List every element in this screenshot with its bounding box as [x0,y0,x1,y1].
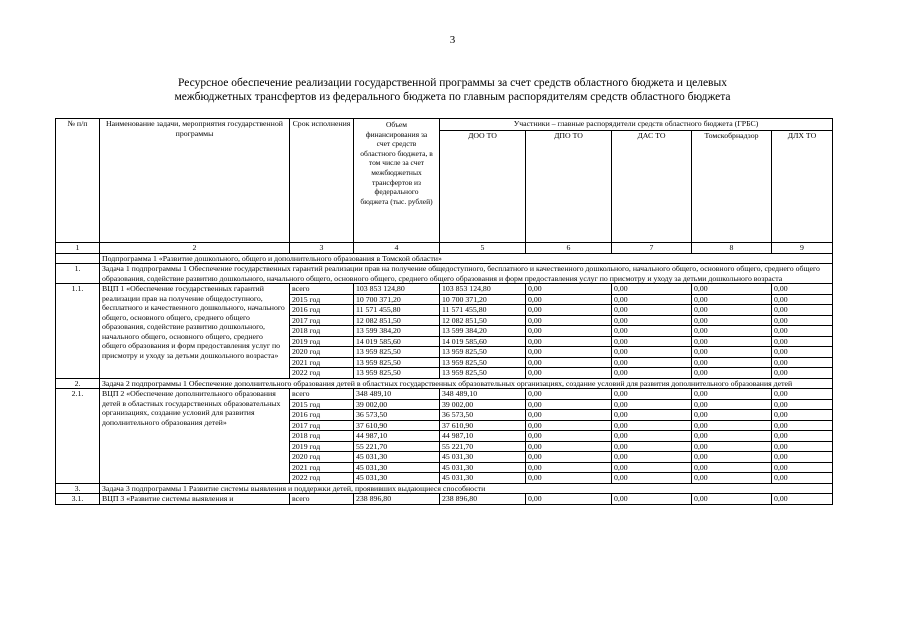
cell-dpo: 0,00 [526,452,612,463]
header-name: Наименование задачи, мероприятия государственной программы [100,119,290,243]
cell-vol: 45 031,30 [354,452,440,463]
document-title [40,76,865,104]
cell-tom: 0,00 [692,494,772,505]
cell-doo: 45 031,30 [440,452,526,463]
cell-dlh: 0,00 [772,315,833,326]
cell-tom: 0,00 [692,347,772,358]
task-3-row [56,483,833,494]
cell-das: 0,00 [612,431,692,442]
cell-tom: 0,00 [692,368,772,379]
header-participants: Участники – главные распорядители средств областного бюджета (ГРБС) [440,119,833,131]
cell-vol: 39 002,00 [354,399,440,410]
cell-term: 2016 год [290,410,354,421]
cell-doo: 238 896,80 [440,494,526,505]
cell-das: 0,00 [612,284,692,295]
cell-term: 2021 год [290,462,354,473]
cell-tom: 0,00 [692,462,772,473]
header-volume: Объем финансирования за счет средств областного бюджета, в том числе за счет межбюджетных трансфертов из федерального бюджета (тыс. рублей) [354,119,440,243]
cell-dlh: 0,00 [772,452,833,463]
cell-das: 0,00 [612,494,692,505]
cell-term: 2018 год [290,326,354,337]
cell-term: 2019 год [290,441,354,452]
measure-name: ВЦП 3 «Развитие системы выявления и [100,494,290,505]
cell-das: 0,00 [612,389,692,400]
column-number: 4 [354,243,440,254]
cell-vol: 37 610,90 [354,420,440,431]
cell-vol: 13 599 384,20 [354,326,440,337]
vcp-3-block [56,494,833,505]
cell-doo: 55 221,70 [440,441,526,452]
cell-das: 0,00 [612,441,692,452]
cell-doo: 13 959 825,50 [440,347,526,358]
cell-dpo: 0,00 [526,494,612,505]
cell-doo: 11 571 455,80 [440,305,526,316]
cell-dpo: 0,00 [526,347,612,358]
cell-dlh: 0,00 [772,368,833,379]
table-row [56,494,833,505]
cell-vol: 103 853 124,80 [354,284,440,295]
table-row [56,389,833,400]
cell-term: 2022 год [290,368,354,379]
column-number: 8 [692,243,772,254]
cell-tom: 0,00 [692,336,772,347]
cell-doo: 37 610,90 [440,420,526,431]
column-number: 6 [526,243,612,254]
cell-doo: 45 031,30 [440,473,526,484]
header-num: № п/п [56,119,100,243]
cell-dpo: 0,00 [526,410,612,421]
cell-term: 2020 год [290,347,354,358]
cell-tom: 0,00 [692,357,772,368]
cell-doo: 10 700 371,20 [440,294,526,305]
header-das: ДАС ТО [612,131,692,243]
measure-num: 1.1. [56,284,100,379]
cell-doo: 14 019 585,60 [440,336,526,347]
cell-dpo: 0,00 [526,305,612,316]
cell-tom: 0,00 [692,315,772,326]
cell-vol: 238 896,80 [354,494,440,505]
column-numbers-row [56,243,833,254]
cell-dlh: 0,00 [772,326,833,337]
cell-dlh: 0,00 [772,357,833,368]
cell-das: 0,00 [612,336,692,347]
task-3-num: 3. [56,483,100,494]
cell-dlh: 0,00 [772,441,833,452]
measure-num: 2.1. [56,389,100,484]
cell-dlh: 0,00 [772,336,833,347]
cell-vol: 36 573,50 [354,410,440,421]
cell-dpo: 0,00 [526,326,612,337]
column-number: 1 [56,243,100,254]
cell-das: 0,00 [612,473,692,484]
cell-dlh: 0,00 [772,462,833,473]
cell-vol: 55 221,70 [354,441,440,452]
task-2-num: 2. [56,378,100,389]
cell-vol: 13 959 825,50 [354,368,440,379]
task-1-num: 1. [56,264,100,284]
subprogram-row [56,253,833,264]
cell-das: 0,00 [612,305,692,316]
cell-dlh: 0,00 [772,431,833,442]
column-number: 2 [100,243,290,254]
cell-doo: 36 573,50 [440,410,526,421]
header-doo: ДОО ТО [440,131,526,243]
header-tomsk: Томскобрнадзор [692,131,772,243]
cell-dpo: 0,00 [526,294,612,305]
cell-das: 0,00 [612,315,692,326]
cell-tom: 0,00 [692,452,772,463]
cell-das: 0,00 [612,420,692,431]
measure-num: 3.1. [56,494,100,505]
cell-dpo: 0,00 [526,368,612,379]
cell-tom: 0,00 [692,305,772,316]
cell-tom: 0,00 [692,473,772,484]
cell-term: всего [290,284,354,295]
cell-doo: 39 002,00 [440,399,526,410]
cell-vol: 45 031,30 [354,462,440,473]
cell-dpo: 0,00 [526,473,612,484]
task-3-text: Задача 3 подпрограммы 1 Развитие системы выявления и поддержки детей, проявивших выдающиеся способности [100,483,833,494]
cell-term: всего [290,494,354,505]
measure-name: ВЦП 1 «Обеспечение государственных гарантий реализации прав на получение общедоступного, бесплатного и качественного дошкольного, начального общего, основного общего, среднего общего образования, содействие развитию дошкольного, начального общего, основного общего, среднего общего образования и форм предоставления услуг по присмотру и уходу за детьми дошкольного возраста» [100,284,290,379]
cell-term: 2021 год [290,357,354,368]
column-number: 3 [290,243,354,254]
cell-tom: 0,00 [692,294,772,305]
cell-das: 0,00 [612,357,692,368]
vcp-2-block [56,389,833,484]
cell-dlh: 0,00 [772,420,833,431]
cell-das: 0,00 [612,410,692,421]
cell-doo: 45 031,30 [440,462,526,473]
cell-das: 0,00 [612,462,692,473]
header-term: Срок исполнения [290,119,354,243]
cell-das: 0,00 [612,452,692,463]
cell-tom: 0,00 [692,284,772,295]
cell-dlh: 0,00 [772,494,833,505]
cell-term: 2018 год [290,431,354,442]
vcp-1-block [56,284,833,379]
cell-doo: 348 489,10 [440,389,526,400]
task-1-text: Задача 1 подпрограммы 1 Обеспечение государственных гарантий реализации прав на получение общедоступного, бесплатного и качественного дошкольного, начального общего, основного общего, среднего общего образования, содействие развитию дошкольного, начального общего, основного общего, среднего общего образования и форм предоставления услуг по присмотру и уходу за детьми дошкольного возраста [100,264,833,284]
cell-das: 0,00 [612,326,692,337]
header-dpo: ДПО ТО [526,131,612,243]
cell-term: 2017 год [290,315,354,326]
cell-term: 2019 год [290,336,354,347]
cell-doo: 13 599 384,20 [440,326,526,337]
cell-term: 2015 год [290,399,354,410]
cell-dlh: 0,00 [772,399,833,410]
cell-vol: 13 959 825,50 [354,347,440,358]
cell-dpo: 0,00 [526,315,612,326]
cell-vol: 45 031,30 [354,473,440,484]
cell-dpo: 0,00 [526,462,612,473]
cell-tom: 0,00 [692,420,772,431]
cell-das: 0,00 [612,294,692,305]
cell-dlh: 0,00 [772,305,833,316]
cell-term: 2015 год [290,294,354,305]
cell-dpo: 0,00 [526,420,612,431]
cell-dpo: 0,00 [526,441,612,452]
task-2-text: Задача 2 подпрограммы 1 Обеспечение дополнительного образования детей в областных государственных образовательных организациях, создание условий для развития дополнительного образования детей [100,378,833,389]
task-1-row [56,264,833,284]
resource-table [55,118,833,505]
cell-term: всего [290,389,354,400]
cell-das: 0,00 [612,399,692,410]
cell-dlh: 0,00 [772,389,833,400]
column-number: 9 [772,243,833,254]
cell-dpo: 0,00 [526,399,612,410]
cell-doo: 13 959 825,50 [440,368,526,379]
cell-doo: 44 987,10 [440,431,526,442]
cell-dlh: 0,00 [772,347,833,358]
cell-doo: 13 959 825,50 [440,357,526,368]
title-line-2: межбюджетных трансфертов из федерального бюджета по главным распорядителям средств областного бюджета [174,91,731,103]
cell-doo: 12 082 851,50 [440,315,526,326]
task-2-row [56,378,833,389]
header-dlh: ДЛХ ТО [772,131,833,243]
cell-tom: 0,00 [692,399,772,410]
cell-dpo: 0,00 [526,284,612,295]
cell-dlh: 0,00 [772,284,833,295]
cell-vol: 14 019 585,60 [354,336,440,347]
subprogram-title: Подпрограмма 1 «Развитие дошкольного, общего и дополнительного образования в Томской области» [100,253,833,264]
cell-dlh: 0,00 [772,294,833,305]
cell-vol: 10 700 371,20 [354,294,440,305]
cell-vol: 348 489,10 [354,389,440,400]
cell-dlh: 0,00 [772,410,833,421]
column-number: 5 [440,243,526,254]
cell-vol: 11 571 455,80 [354,305,440,316]
cell-vol: 13 959 825,50 [354,357,440,368]
cell-dpo: 0,00 [526,357,612,368]
cell-dpo: 0,00 [526,336,612,347]
cell-term: 2017 год [290,420,354,431]
cell-tom: 0,00 [692,410,772,421]
column-number: 7 [612,243,692,254]
cell-tom: 0,00 [692,431,772,442]
table-row [56,284,833,295]
cell-term: 2022 год [290,473,354,484]
cell-das: 0,00 [612,347,692,358]
cell-dpo: 0,00 [526,431,612,442]
cell-doo: 103 853 124,80 [440,284,526,295]
title-line-1: Ресурсное обеспечение реализации государственной программы за счет средств областного бюджета и целевых [178,77,727,89]
cell-vol: 12 082 851,50 [354,315,440,326]
cell-tom: 0,00 [692,441,772,452]
measure-name: ВЦП 2 «Обеспечение дополнительного образования детей в областных государственных образовательных организациях, создание условий для развития дополнительного образования детей» [100,389,290,484]
cell-das: 0,00 [612,368,692,379]
page-number: 3 [449,34,456,46]
cell-tom: 0,00 [692,326,772,337]
cell-tom: 0,00 [692,389,772,400]
cell-term: 2020 год [290,452,354,463]
cell-dpo: 0,00 [526,389,612,400]
cell-dlh: 0,00 [772,473,833,484]
cell-term: 2016 год [290,305,354,316]
cell-vol: 44 987,10 [354,431,440,442]
